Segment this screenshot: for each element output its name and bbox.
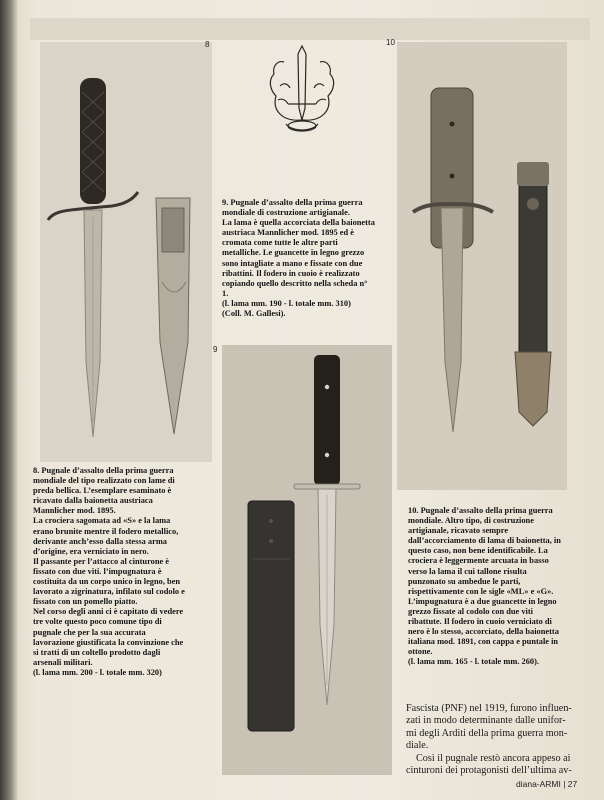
caption-10-line: punzonato su ambedue le parti, [408, 576, 521, 586]
caption-9-line: cromata come tutte le altre parti [222, 238, 338, 248]
body-line: Così il pugnale restò ancora appeso ai [416, 752, 571, 764]
caption-10-line: 10. Pugnale d’assalto della prima guerra [408, 506, 553, 515]
caption-8-line: Mannlicher mod. 1895. [33, 506, 116, 516]
caption-10-line: (l. lama mm. 165 - l. totale mm. 260). [408, 657, 539, 667]
figure-number-9: 9 [213, 345, 218, 354]
caption-8-line: mondiale del tipo realizzato con lame di [33, 476, 175, 486]
caption-10-line: ottone. [408, 647, 433, 657]
body-line: Fascista (PNF) nel 1919, furono influen- [406, 703, 572, 714]
figure-number-8: 8 [205, 40, 210, 49]
caption-9-line: 1. [222, 288, 229, 298]
caption-8-line: (l. lama mm. 200 - l. totale mm. 320) [33, 667, 162, 677]
caption-10-line: mondiale. Altro tipo, di costruzione [408, 516, 534, 526]
caption-9-line: ribattini. Il fodero in cuoio è realizzato [222, 268, 360, 278]
caption-8-line: lavorazione giustificata la convinzione che [33, 637, 184, 647]
figure-number-10: 10 [386, 38, 395, 47]
caption-10-line: L’impugnatura è a due guancette in legno [408, 596, 557, 606]
page-footer: diana-ARMI | 27 [516, 779, 578, 789]
dagger-9-illustration [222, 345, 392, 775]
caption-8-line: pugnale che per la sua accurata [33, 627, 146, 637]
caption-9-line: La lama è quella accorciata della baionetta [222, 218, 375, 228]
caption-10-line: italiana mod. 1891, con cappa e puntale in [408, 637, 559, 647]
caption-9-line: (l. lama mm. 190 - l. totale mm. 310) [222, 298, 351, 308]
caption-8-line: erano brunite mentre il fodero metallico, [33, 526, 179, 536]
caption-8-line: La crociera sagomata ad «S» e la lama [33, 516, 171, 526]
caption-8-line: fissato con un pomello piatto. [33, 597, 138, 607]
caption-8-line: derivante anch’esso dalla stessa arma [33, 536, 167, 546]
caption-10 [408, 506, 588, 668]
caption-10-line: verso la lama il cui tallone risulta [408, 566, 527, 576]
caption-9-line: austriaca Mannlicher mod. 1895 ed è [222, 228, 354, 238]
caption-10-line: questo caso, non bene identificabile. La [408, 546, 548, 556]
caption-9-line: sono intagliate a mano e fissate con due [222, 258, 363, 268]
caption-9 [222, 198, 394, 319]
article-body-text [406, 703, 576, 777]
caption-8-line: lavorato a zigrinatura, infilato sul codolo e [33, 587, 185, 597]
caption-8 [33, 466, 219, 678]
caption-9-line: (Coll. M. Gallesi). [222, 309, 286, 319]
body-line: zati in modo determinante dalle unifor- [406, 715, 566, 727]
dagger-10-illustration [397, 42, 567, 490]
arditi-dagger-emblem-icon [262, 40, 342, 144]
caption-8-line: Il passante per l’attacco al cinturone è [33, 556, 170, 566]
caption-10-line: ribattute. Il fodero in cuoio verniciato di [408, 617, 552, 627]
header-band [30, 18, 590, 40]
caption-8-line: d’origine, era verniciato in nero. [33, 546, 149, 556]
caption-8-line: si tratti di un coltello prodotto dagli [33, 647, 161, 657]
body-line: cinturoni dei protagonisti dell’ultima av- [406, 765, 572, 777]
caption-8-line: tre volte questo poco comune tipo di [33, 617, 162, 627]
caption-8-line: 8. Pugnale d’assalto della prima guerra [33, 466, 174, 475]
caption-10-line: artigianale, ricavato sempre [408, 526, 509, 536]
caption-9-line: copiando quello descritto nella scheda n° [222, 278, 368, 288]
book-spine-shadow [0, 0, 18, 800]
dagger-8-illustration [40, 42, 212, 462]
caption-9-line: mondiale di costruzione artigianale. [222, 208, 350, 218]
caption-8-line: fissato con due viti. l’impugnatura è [33, 566, 162, 576]
caption-8-line: ricavato dalla baionetta austriaca [33, 496, 153, 506]
caption-9-line: 9. Pugnale d’assalto della prima guerra [222, 198, 363, 207]
caption-8-line: preda bellica. L’esemplare esaminato è [33, 486, 172, 496]
caption-10-line: rispettivamente con le sigle «ML» e «G». [408, 586, 554, 596]
caption-10-line: grezzo fissate al codolo con due viti [408, 606, 533, 616]
caption-10-line: crociera è leggermente arcuata in basso [408, 556, 549, 566]
caption-10-line: dall’accorciamento di lama di baionetta, in [408, 536, 561, 546]
body-line: diale. [406, 740, 429, 752]
caption-8-line: costituita da un corpo unico in legno, ben [33, 577, 181, 587]
caption-8-line: arsenali militari. [33, 657, 93, 667]
caption-9-line: metalliche. Le guancette in legno grezzo [222, 248, 365, 258]
body-line: mi degli Arditi della prima guerra mon- [406, 727, 568, 739]
caption-10-line: nero è lo stesso, accorciato, della baionetta [408, 627, 559, 637]
caption-8-line: Nel corso degli anni ci è capitato di vedere [33, 607, 184, 617]
